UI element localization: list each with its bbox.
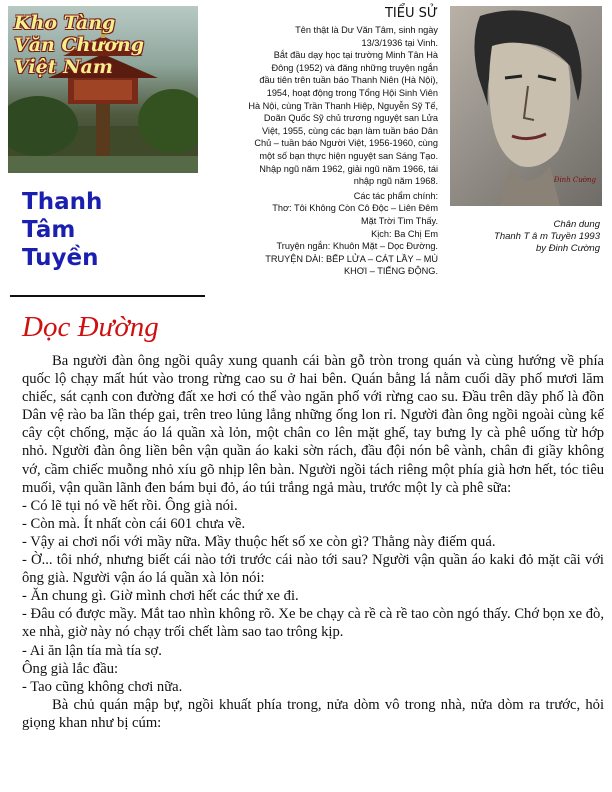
dialog-line: - Còn mà. Ít nhất còn cái 601 chưa về. bbox=[22, 515, 246, 532]
author-name-line: Thanh bbox=[22, 189, 103, 215]
bio-line: đầu tiên trên tuần báo Thanh Niên (Hà Nội), bbox=[259, 75, 438, 86]
dialog-line: - Ai ăn lận tía mà tía sợ. bbox=[22, 642, 162, 659]
author-name-line: Tâm bbox=[22, 217, 76, 243]
cover-image bbox=[8, 6, 198, 173]
caption-line: by Đinh Cường bbox=[535, 243, 600, 254]
dialog-line: - Đâu có được mầy. Mắt tao nhìn không rõ. Xe be chạy cà rề cà rề tao còn ngó thấy. Chớ bọn xe đò, xe nhà, giờ này nó chạy trối chết làm sao tao trông kịp. bbox=[22, 606, 604, 641]
bio-line: Việt, 1955, cùng các bạn làm tuần báo Dân bbox=[261, 125, 438, 136]
cover-title-line: Văn Chương bbox=[14, 34, 145, 56]
bio-line: Tên thật là Dư Văn Tâm, sinh ngày bbox=[295, 25, 438, 35]
works-line: Kịch: Ba Chị Em bbox=[371, 228, 438, 239]
cover-title-line: Việt Nam bbox=[14, 56, 113, 78]
author-name-line: Tuyền bbox=[22, 245, 99, 271]
dialog-line: - Vậy ai chơi nổi với mầy nữa. Mầy thuộc hết số xe còn gì? Thằng này điếm quá. bbox=[22, 533, 496, 550]
bio-line: một số bạn thực hiện nguyệt san Sáng Tạo. bbox=[259, 150, 438, 161]
bio-line: Nhập ngũ năm 1962, giải ngũ năm 1966, tái bbox=[259, 163, 438, 174]
dialog-line: - Ăn chung gì. Giờ mình chơi hết các thứ xe đi. bbox=[22, 588, 299, 605]
dialog-line: - Ờ... tôi nhớ, nhưng biết cái nào tới trước cái nào tới sau? Người vận quần áo kaki đỏ mặt cãi với ông già. Người vận áo lá quần xà lỏn nói: bbox=[22, 552, 604, 587]
portrait-caption bbox=[448, 219, 600, 255]
bio-line: Bắt đầu dạy học tại trường Minh Tân Hà bbox=[273, 50, 438, 61]
dialog-line: Ông già lắc đầu: bbox=[22, 660, 119, 677]
portrait-signature: Đinh Cường bbox=[553, 176, 596, 184]
bio-line: Hà Nội, cùng Trần Thanh Hiệp, Nguyễn Sỹ Tế, bbox=[248, 100, 438, 111]
caption-line: Chân dung bbox=[553, 219, 600, 230]
bio-line: 13/3/1936 tại Vinh. bbox=[361, 37, 438, 48]
works-line: KHƠI – TIẾNG ĐỘNG. bbox=[344, 266, 438, 277]
works-line: TRUYỆN DÀI: BẾP LỬA – CÁT LẦY – MÙ bbox=[265, 253, 438, 264]
bio-heading: TIỂU SỬ bbox=[384, 6, 438, 21]
cover-title bbox=[14, 12, 144, 78]
works-heading: Các tác phẩm chính: bbox=[353, 190, 438, 201]
story-title: Dọc Đường bbox=[22, 311, 159, 343]
bio-line: Doãn Quốc Sỹ chủ trương nguyệt san Lửa bbox=[263, 113, 438, 124]
caption-line: Thanh T â m Tuyền 1993 bbox=[494, 231, 600, 242]
bio-line: Chủ – tuần báo Người Việt, 1956-1960, cùng bbox=[254, 138, 438, 149]
dialog-line: - Tao cũng không chơi nữa. bbox=[22, 678, 183, 695]
story-paragraph: Ba người đàn ông ngồi quây xung quanh cái bàn gỗ tròn trong quán và cùng hướng về phía quốc lộ chạy mất hút vào trong rừng cao su ở hai bên. Quán bằng lá nằm cuối dãy phố mươi lăm chiếc, sát cạnh con đường đất xe hơi có thể vào ngăn phố với rừng cao su. Đầu trên dãy phố là đồn Dân vệ rào ba lần thép gai, trên treo lủng lẳng những ống lon rỉ. Người đàn ông ngồi ngoài cùng kế cây cột chống, mặc áo lá quần xà lỏn, một chân co lên mặt ghế, tay bưng ly cà phê uống từ hớp nhỏ. Người đàn ông liền bên vận quần áo kaki sờn rách, đầu đội nón bê vành, chân đi giầy không vớ, cầm chiếc muỗng nhỏ xíu gõ nhịp lên bàn. Người ngồi tách riêng một phía già hơn hết, tóc tiêu muối, vận quần lãnh đen bám bụi đỏ, áo túi trắng ngả màu, trước một ly cà phê sữa: bbox=[22, 353, 604, 496]
dialog-line: - Có lẽ tụi nó về hết rồi. Ông già nói. bbox=[22, 497, 238, 514]
cover-title-line: Kho Tàng bbox=[14, 12, 116, 34]
biography bbox=[212, 6, 438, 278]
story-paragraph: Bà chủ quán mập bự, ngồi khuất phía trong, nửa dòm vô trong nhà, nửa dòm ra trước, hỏi giọng khan như bị cúm: bbox=[22, 696, 604, 731]
divider-rule bbox=[10, 295, 205, 297]
works-line: Mặt Trời Tìm Thấy. bbox=[361, 215, 438, 226]
bio-line: 1954, hoạt động trong Tổng Hội Sinh Viên bbox=[266, 87, 438, 98]
portrait-image bbox=[450, 6, 602, 206]
author-name bbox=[22, 188, 102, 272]
works-line: Truyện ngắn: Khuôn Mặt – Dọc Đường. bbox=[276, 241, 438, 252]
bio-line: nhập ngũ năm 1968. bbox=[353, 176, 438, 187]
story-body bbox=[22, 352, 604, 732]
bio-line: Đông (1952) và đăng những truyện ngắn bbox=[271, 62, 438, 73]
works-line: Thơ: Tôi Không Còn Cô Độc – Liên Đêm bbox=[272, 203, 438, 214]
